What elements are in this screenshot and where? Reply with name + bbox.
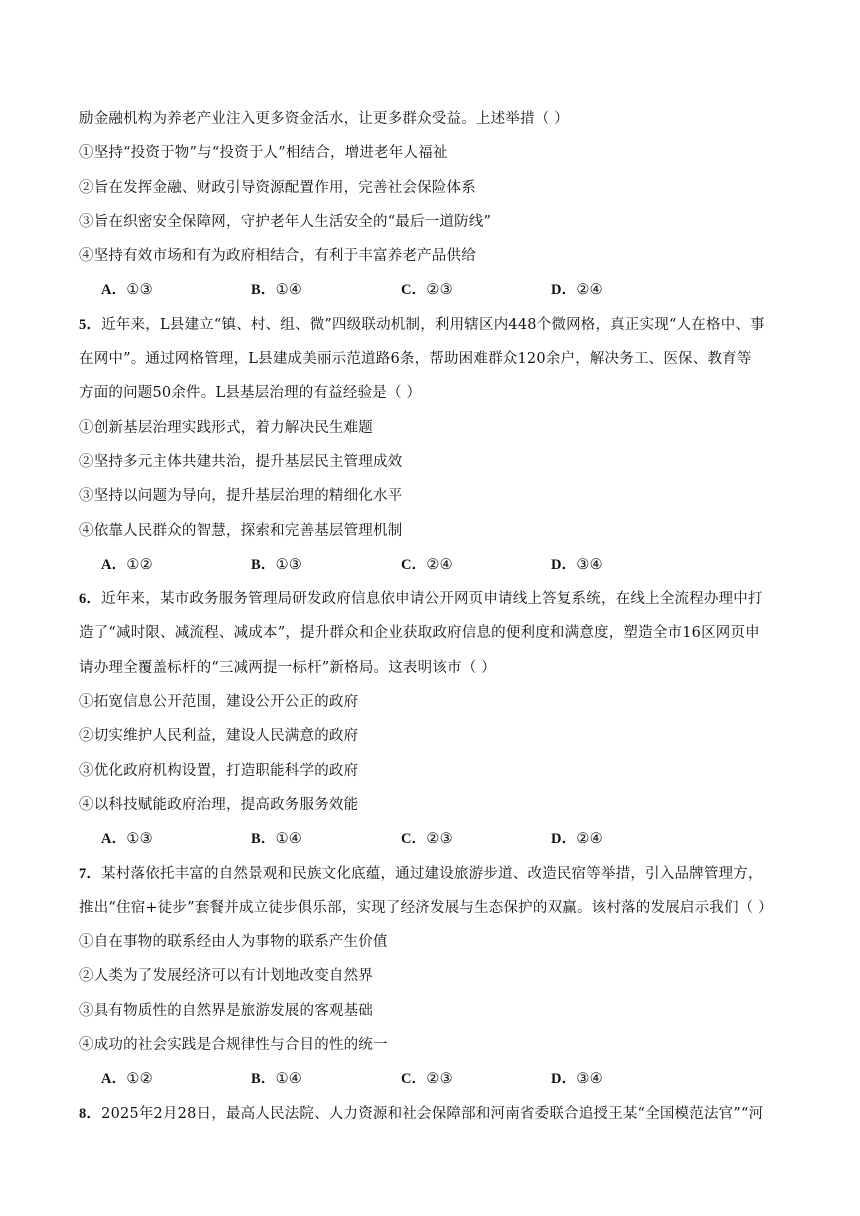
q7-stem-line-2: 推出“住宿+徒步”套餐并成立徒步俱乐部，实现了经济发展与生态保护的双赢。该村落的发展启示我们（ ） (79, 899, 773, 916)
q7-option-d: D．③④ (551, 1071, 603, 1088)
q6-option-b: B．①④ (251, 831, 302, 848)
q6-item-3: ③优化政府机构设置，打造职能科学的政府 (79, 762, 359, 779)
q4-option-b: B．①④ (251, 282, 302, 299)
q4-item-4: ④坚持有效市场和有为政府相结合，有利于丰富养老产品供给 (79, 248, 476, 265)
q6-stem-line-1: 6．近年来，某市政务服务管理局研发政府信息依申请公开网页申请线上答复系统，在线上全流程办理中打 (79, 591, 763, 608)
q5-item-4: ④依靠人民群众的智慧，探索和完善基层管理机制 (79, 522, 403, 539)
q4-stem-line: 励金融机构为养老产业注入更多资金活水，让更多群众受益。上述举措（ ） (79, 111, 569, 127)
q7-stem-line-1: 7．某村落依托丰富的自然景观和民族文化底蕴，通过建设旅游步道、改造民宿等举措，引入品牌管理方， (79, 865, 763, 882)
q6-options (79, 828, 785, 862)
q5-item-3: ③坚持以问题为导向，提升基层治理的精细化水平 (79, 488, 403, 505)
q5-item-2: ②坚持多元主体共建共治，提升基层民主管理成效 (79, 453, 403, 470)
q4-item-3: ③旨在织密安全保障网，守护老年人生活安全的“最后一道防线” (79, 213, 492, 230)
q5-option-b: B．①③ (251, 556, 302, 573)
q5-stem-line-2: 在网中”。通过网格管理，L县建成美丽示范道路6条，帮助困难群众120余户，解决务工、医保、教育等 (79, 351, 752, 368)
q5-stem-line-3: 方面的问题50余件。L县基层治理的有益经验是（ ） (79, 385, 422, 402)
q6-stem-line-3: 请办理全覆盖标杆的“三减两提一标杆”新格局。这表明该市（ ） (79, 659, 496, 676)
q5-options (79, 554, 785, 588)
question-content (79, 108, 785, 1127)
q4-option-a: A．①③ (101, 282, 153, 299)
q7-option-b: B．①④ (251, 1071, 302, 1088)
q5-option-c: C．②④ (401, 556, 453, 573)
q6-option-d: D．②④ (551, 831, 603, 848)
q8-stem-line-1: 8．2025年2月28日，最高人民法院、人力资源和社会保障部和河南省委联合追授王某“全国模范法官”“河 (79, 1105, 764, 1122)
q7-option-a: A．①② (101, 1071, 153, 1088)
q8-number: 8． (79, 1105, 102, 1122)
q4-option-d: D．②④ (551, 282, 603, 299)
q5-item-1: ①创新基层治理实践形式，着力解决民生难题 (79, 419, 373, 436)
q5-number: 5． (79, 316, 102, 333)
q6-number: 6． (79, 591, 102, 608)
q6-item-2: ②切实维护人民利益，建设人民满意的政府 (79, 728, 359, 745)
q4-item-2: ②旨在发挥金融、财政引导资源配置作用，完善社会保险体系 (79, 179, 476, 196)
q7-item-1: ①自在事物的联系经由人为事物的联系产生价值 (79, 934, 388, 951)
q7-option-c: C．②③ (401, 1071, 453, 1088)
q6-option-a: A．①③ (101, 831, 153, 848)
q4-options (79, 279, 785, 313)
q4-item-1: ①坚持“投资于物”与“投资于人”相结合，增进老年人福祉 (79, 145, 448, 162)
q5-option-d: D．③④ (551, 556, 603, 573)
q7-item-4: ④成功的社会实践是合规律性与合目的性的统一 (79, 1037, 388, 1054)
q7-item-3: ③具有物质性的自然界是旅游发展的客观基础 (79, 1002, 373, 1019)
q6-stem-line-2: 造了“减时限、减流程、减成本”，提升群众和企业获取政府信息的便利度和满意度，塑造全市16区网页申 (79, 625, 760, 642)
q5-option-a: A．①② (101, 556, 153, 573)
q7-options (79, 1068, 785, 1102)
q6-item-4: ④以科技赋能政府治理，提高政务服务效能 (79, 796, 359, 813)
q4-option-c: C．②③ (401, 282, 453, 299)
q7-item-2: ②人类为了发展经济可以有计划地改变自然界 (79, 968, 373, 985)
q5-stem-line-1: 5．近年来，L县建立“镇、村、组、微”四级联动机制，利用辖区内448个微网格，真正实现“人在格中、事 (79, 316, 765, 333)
q7-number: 7． (79, 865, 102, 882)
q6-item-1: ①拓宽信息公开范围，建设公开公正的政府 (79, 694, 359, 711)
q6-option-c: C．②③ (401, 831, 453, 848)
